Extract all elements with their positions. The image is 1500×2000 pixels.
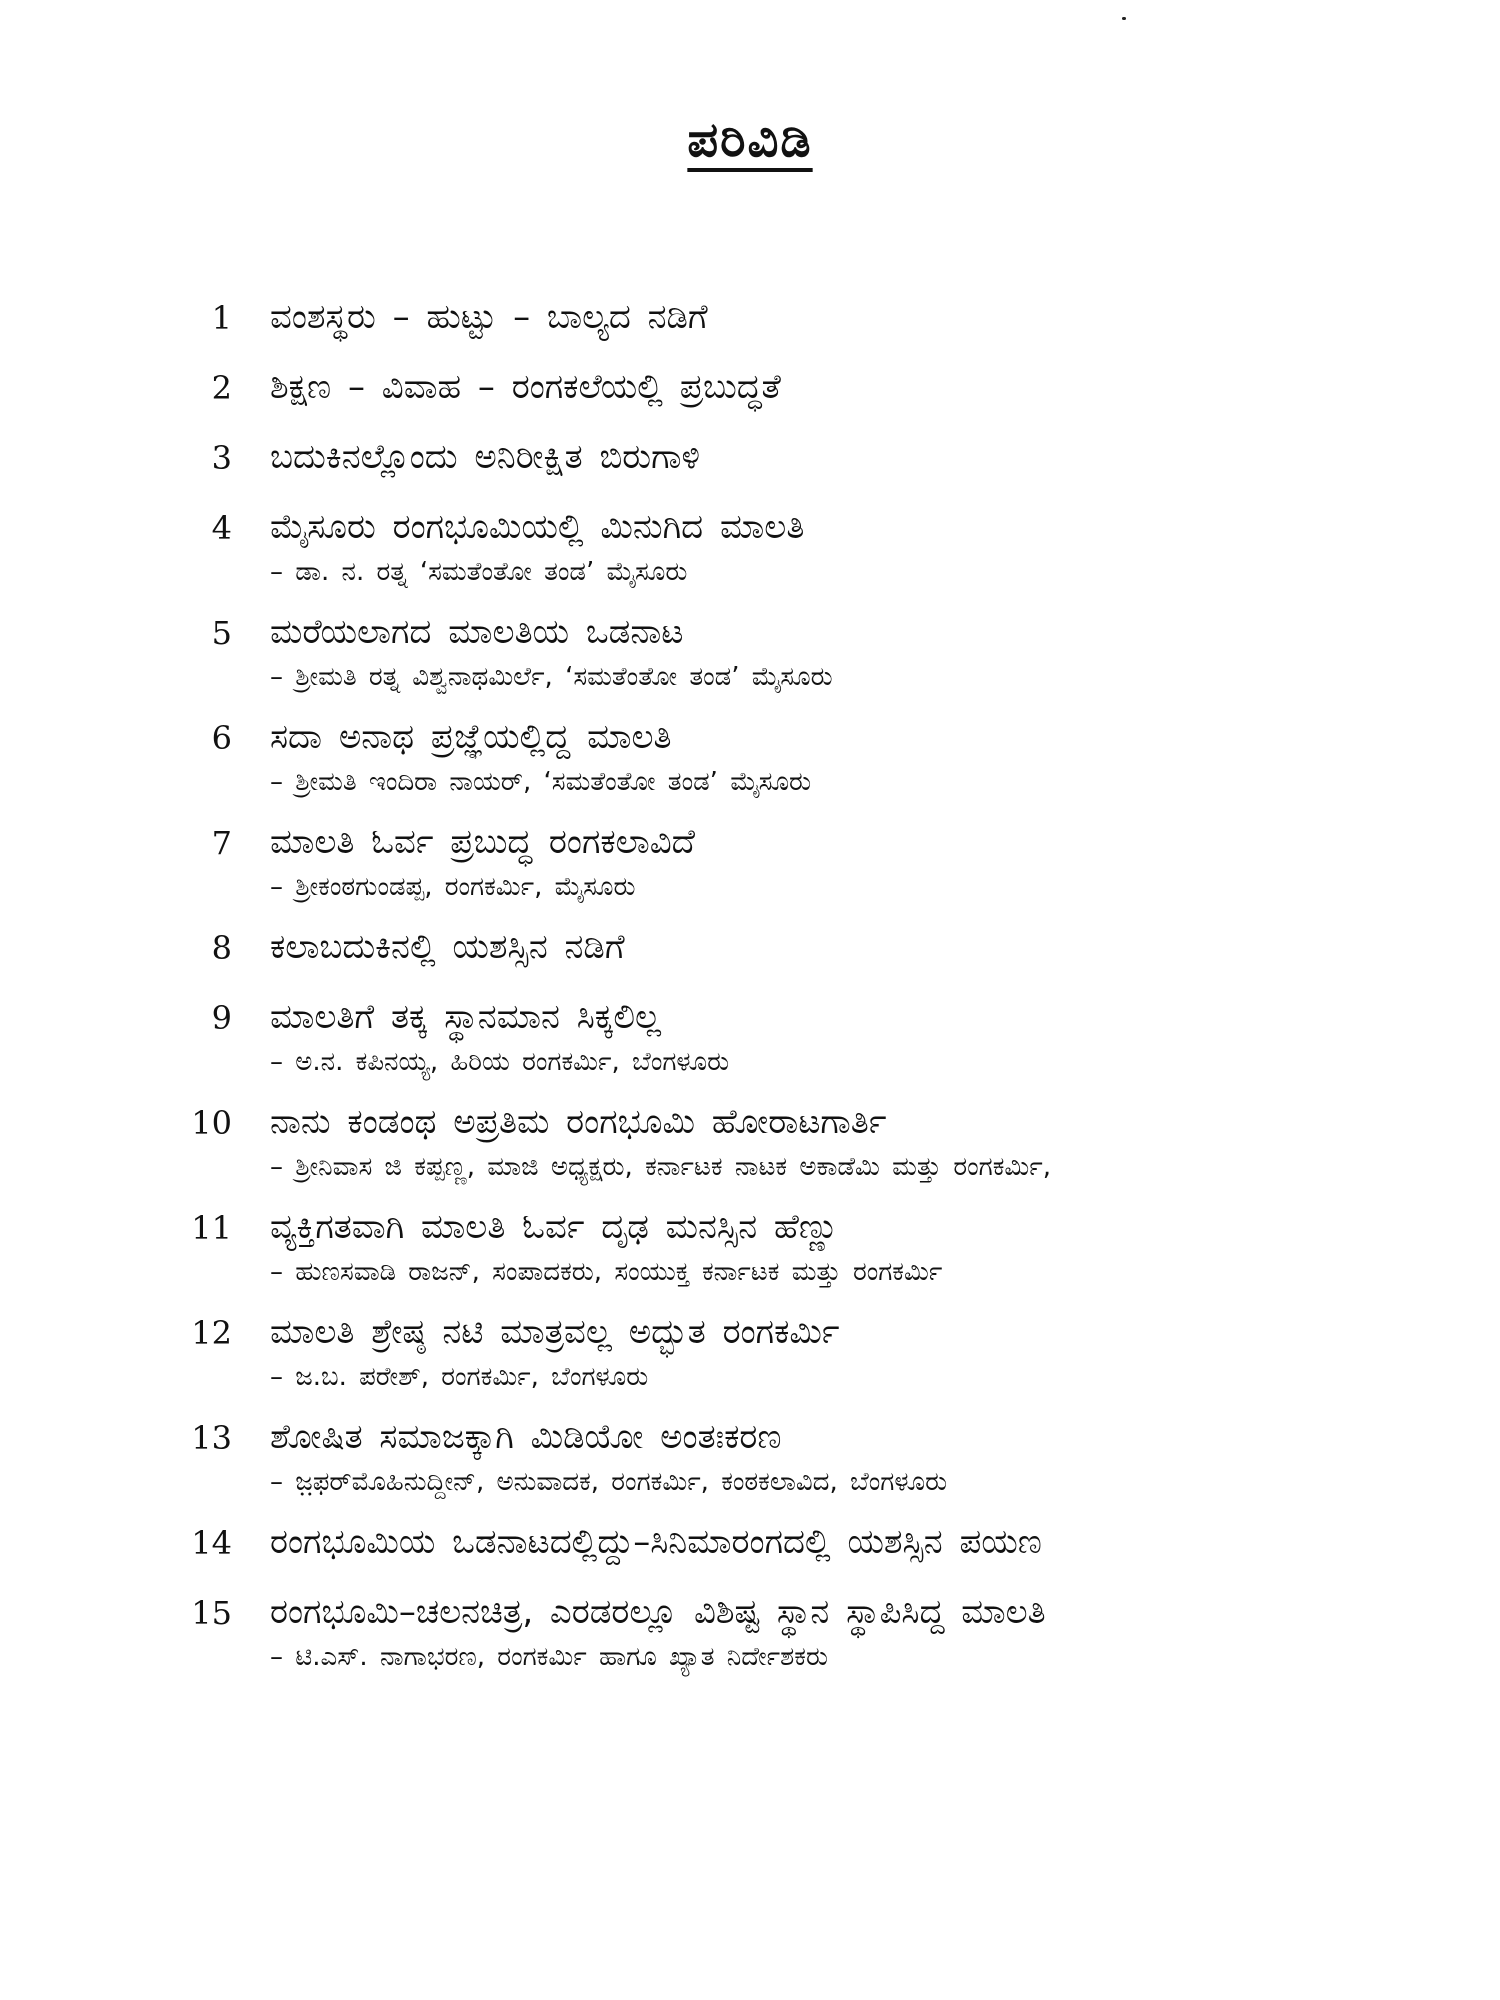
- toc-author: – ಡಾ. ನ. ರತ್ನ ‘ಸಮತೆಂತೋ ತಂಡ’ ಮೈಸೂರು: [270, 557, 688, 587]
- toc-number: 8: [211, 929, 232, 967]
- toc-heading: ಶೋಷಿತ ಸಮಾಜಕ್ಕಾಗಿ ಮಿಡಿಯೋ ಅಂತಃಕರಣ: [270, 1417, 782, 1457]
- toc-entry-5: [150, 605, 1350, 696]
- toc-author: – ಜ಼ಫರ್‌ಮೊಹಿನುದ್ದೀನ್, ಅನುವಾದಕ, ರಂಗಕರ್ಮಿ, ಕಂಠಕಲಾವಿದ, ಬೆಂಗಳೂರು: [270, 1467, 948, 1497]
- toc-number: 2: [211, 369, 232, 407]
- toc-heading: ನಾನು ಕಂಡಂಥ ಅಪ್ರತಿಮ ರಂಗಭೂಮಿ ಹೋರಾಟಗಾರ್ತಿ: [270, 1102, 887, 1142]
- toc-number: 3: [211, 439, 232, 477]
- toc-heading: ಮರೆಯಲಾಗದ ಮಾಲತಿಯ ಒಡನಾಟ: [270, 612, 684, 652]
- toc-heading: ವ್ಯಕ್ತಿಗತವಾಗಿ ಮಾಲತಿ ಓರ್ವ ದೃಢ ಮನಸ್ಸಿನ ಹೆಣ್ಣು: [270, 1207, 839, 1247]
- toc-number: 4: [211, 509, 232, 547]
- toc-heading: ರಂಗಭೂಮಿ–ಚಲನಚಿತ್ರ, ಎರಡರಲ್ಲೂ ವಿಶಿಷ್ಟ ಸ್ಥಾನ ಸ್ಥಾಪಿಸಿದ್ದ ಮಾಲತಿ: [270, 1592, 1046, 1632]
- toc-entry-7: [150, 815, 1350, 906]
- toc-number: 7: [211, 824, 232, 862]
- toc-heading: ಮಾಲತಿಗೆ ತಕ್ಕ ಸ್ಥಾನಮಾನ ಸಿಕ್ಕಲಿಲ್ಲ: [270, 997, 662, 1037]
- toc-entry-3: [150, 430, 1350, 484]
- toc-number: 13: [191, 1419, 232, 1457]
- toc-heading: ಮೈಸೂರು ರಂಗಭೂಮಿಯಲ್ಲಿ ಮಿನುಗಿದ ಮಾಲತಿ: [270, 507, 805, 547]
- toc-author: – ಶ್ರೀಕಂಠಗುಂಡಪ್ಪ, ರಂಗಕರ್ಮಿ, ಮೈಸೂರು: [270, 872, 636, 902]
- toc-author: – ಶ್ರೀಮತಿ ಇಂದಿರಾ ನಾಯರ್, ‘ಸಮತೆಂತೋ ತಂಡ’ ಮೈಸೂರು: [270, 767, 812, 797]
- toc-number: 9: [211, 999, 232, 1037]
- toc-entry-11: [150, 1200, 1350, 1291]
- toc-number: 15: [191, 1594, 232, 1632]
- table-of-contents: [150, 290, 1350, 1676]
- toc-author: – ಜ.ಬ. ಪರೇಶ್, ರಂಗಕರ್ಮಿ, ಬೆಂಗಳೂರು: [270, 1362, 649, 1392]
- toc-number: 10: [191, 1104, 232, 1142]
- toc-entry-14: [150, 1515, 1350, 1569]
- page-title-text: ಪರಿವಿಡಿ: [687, 112, 813, 168]
- toc-author: – ಅ.ನ. ಕಪಿನಯ್ಯ, ಹಿರಿಯ ರಂಗಕರ್ಮಿ, ಬೆಂಗಳೂರು: [270, 1047, 730, 1077]
- page-title: [0, 112, 1500, 169]
- toc-entry-4: [150, 500, 1350, 591]
- toc-heading: ಕಲಾಬದುಕಿನಲ್ಲಿ ಯಶಸ್ಸಿನ ನಡಿಗೆ: [270, 927, 625, 967]
- toc-entry-8: [150, 920, 1350, 974]
- toc-entry-1: [150, 290, 1350, 344]
- toc-number: 6: [211, 719, 232, 757]
- toc-number: 1: [211, 299, 232, 337]
- toc-number: 12: [191, 1314, 232, 1352]
- toc-heading: ಮಾಲತಿ ಶ್ರೇಷ್ಠ ನಟಿ ಮಾತ್ರವಲ್ಲ ಅದ್ಭುತ ರಂಗಕರ್ಮಿ: [270, 1312, 840, 1352]
- toc-heading: ಸದಾ ಅನಾಥ ಪ್ರಜ್ಞೆಯಲ್ಲಿದ್ದ ಮಾಲತಿ: [270, 717, 672, 757]
- toc-number: 5: [211, 614, 232, 652]
- toc-heading: ಮಾಲತಿ ಓರ್ವ ಪ್ರಬುದ್ಧ ರಂಗಕಲಾವಿದೆ: [270, 822, 695, 862]
- toc-entry-12: [150, 1305, 1350, 1396]
- toc-heading: ಶಿಕ್ಷಣ – ವಿವಾಹ – ರಂಗಕಲೆಯಲ್ಲಿ ಪ್ರಬುದ್ಧತೆ: [270, 367, 781, 407]
- toc-number: 14: [191, 1524, 232, 1562]
- toc-entry-2: [150, 360, 1350, 414]
- toc-author: – ಟಿ.ಎಸ್. ನಾಗಾಭರಣ, ರಂಗಕರ್ಮಿ ಹಾಗೂ ಖ್ಯಾತ ನಿರ್ದೇಶಕರು: [270, 1642, 829, 1672]
- toc-author: – ಹುಣಸವಾಡಿ ರಾಜನ್, ಸಂಪಾದಕರು, ಸಂಯುಕ್ತ ಕರ್ನಾಟಕ ಮತ್ತು ರಂಗಕರ್ಮಿ: [270, 1257, 943, 1287]
- toc-entry-6: [150, 710, 1350, 801]
- toc-entry-13: [150, 1410, 1350, 1501]
- toc-heading: ಬದುಕಿನಲ್ಲೊಂದು ಅನಿರೀಕ್ಷಿತ ಬಿರುಗಾಳಿ: [270, 437, 701, 477]
- toc-author: – ಶ್ರೀಮತಿ ರತ್ನ ವಿಶ್ವನಾಥಮಿರ್ಲೆ, ‘ಸಮತೆಂತೋ ತಂಡ’ ಮೈಸೂರು: [270, 662, 833, 692]
- toc-heading: ರಂಗಭೂಮಿಯ ಒಡನಾಟದಲ್ಲಿದ್ದು–ಸಿನಿಮಾರಂಗದಲ್ಲಿ ಯಶಸ್ಸಿನ ಪಯಣ: [270, 1522, 1042, 1562]
- toc-entry-15: [150, 1585, 1350, 1676]
- toc-entry-10: [150, 1095, 1350, 1186]
- toc-number: 11: [191, 1209, 232, 1247]
- toc-heading: ವಂಶಸ್ಥರು – ಹುಟ್ಟು – ಬಾಲ್ಯದ ನಡಿಗೆ: [270, 297, 708, 337]
- toc-entry-9: [150, 990, 1350, 1081]
- toc-author: – ಶ್ರೀನಿವಾಸ ಜಿ ಕಪ್ಪಣ್ಣ, ಮಾಜಿ ಅಧ್ಯಕ್ಷರು, ಕರ್ನಾಟಕ ನಾಟಕ ಅಕಾಡೆಮಿ ಮತ್ತು ರಂಗಕರ್ಮಿ,: [270, 1152, 1052, 1182]
- scan-speck: [1122, 17, 1126, 20]
